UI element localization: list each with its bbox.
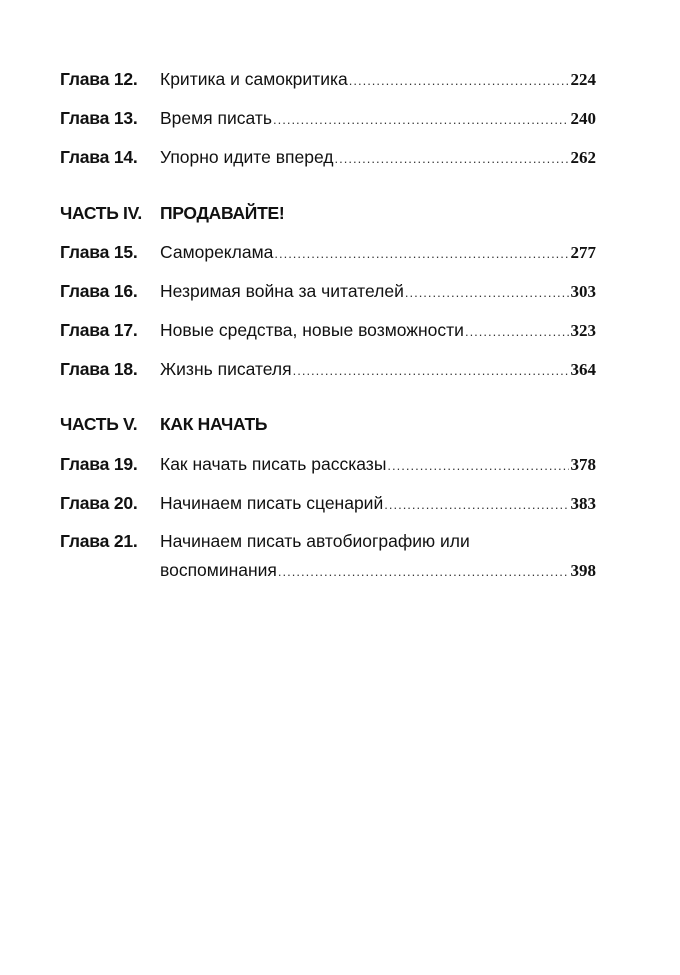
page-number: 303 <box>570 282 596 301</box>
dot-leader <box>335 146 569 172</box>
part-label: ЧАСТЬ IV. <box>60 203 142 223</box>
page-number: 277 <box>570 243 596 262</box>
chapter-label: Глава 16. <box>60 281 138 301</box>
page-number: 364 <box>570 360 596 379</box>
dot-leader <box>349 68 569 94</box>
part-label: ЧАСТЬ V. <box>60 414 138 434</box>
page-number: 224 <box>570 70 596 89</box>
dot-leader <box>387 453 568 479</box>
chapter-label: Глава 13. <box>60 108 138 128</box>
dot-leader <box>384 492 568 518</box>
chapter-label: Глава 14. <box>60 147 138 167</box>
page-number: 378 <box>570 455 596 474</box>
chapter-title: Упорно идите вперед <box>160 147 334 167</box>
chapter-title: Начинаем писать сценарий <box>160 493 384 513</box>
dot-leader <box>274 241 568 267</box>
page-number: 262 <box>570 148 596 167</box>
chapter-label: Глава 17. <box>60 320 138 340</box>
chapter-label: Глава 18. <box>60 359 138 379</box>
page-number: 383 <box>570 494 596 513</box>
chapter-title: Самореклама <box>160 242 274 262</box>
dot-leader <box>293 358 569 384</box>
chapter-title: Жизнь писателя <box>160 359 292 379</box>
dot-leader <box>405 280 569 306</box>
page-number: 240 <box>570 109 596 128</box>
part-title: ПРОДАВАЙТЕ! <box>160 203 285 223</box>
chapter-title: Новые средства, новые возможности <box>160 320 464 340</box>
chapter-title-line1: Начинаем писать автобиографию или <box>160 531 470 551</box>
chapter-label: Глава 21. <box>60 531 138 551</box>
page-number: 323 <box>570 321 596 340</box>
dot-leader <box>273 107 569 133</box>
chapter-label: Глава 12. <box>60 69 138 89</box>
chapter-title: воспоминания <box>160 560 277 580</box>
dot-leader <box>278 559 569 585</box>
chapter-label: Глава 19. <box>60 454 138 474</box>
chapter-title: Незримая война за читателей <box>160 281 404 301</box>
chapter-title: Время писать <box>160 108 272 128</box>
chapter-label: Глава 15. <box>60 242 138 262</box>
chapter-title: Критика и самокритика <box>160 69 348 89</box>
part-title: КАК НАЧАТЬ <box>160 414 268 434</box>
chapter-label: Глава 20. <box>60 493 138 513</box>
page-number: 398 <box>570 561 596 580</box>
dot-leader <box>465 319 569 345</box>
chapter-title: Как начать писать рассказы <box>160 454 387 474</box>
